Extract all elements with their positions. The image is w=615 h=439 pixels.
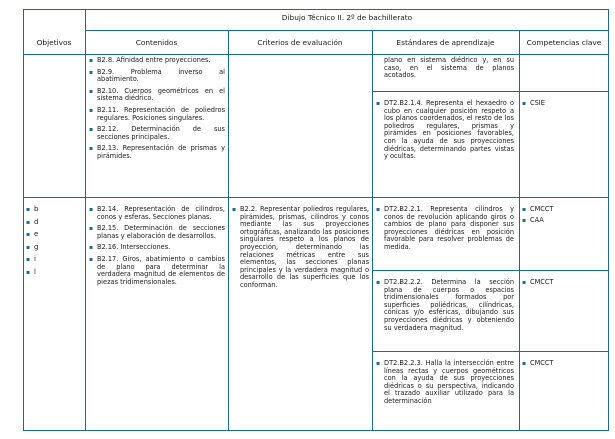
header-criterios: Criterios de evaluación xyxy=(257,38,343,47)
list-item: ▪ B2.10. Cuerpos geométricos en el sistema diédrico. xyxy=(89,88,225,103)
col-divider-3 xyxy=(372,30,373,430)
header-contenidos: Contenidos xyxy=(135,38,178,47)
competencia-item: ▪ CSIE xyxy=(522,100,606,108)
block2-objetivos xyxy=(26,204,82,279)
block1-contenidos xyxy=(89,57,225,165)
list-item: ▪ B2.12. Determinación de sus secciones principales. xyxy=(89,126,225,141)
competencia-item: ▪ CMCCT xyxy=(522,206,606,214)
header-divider xyxy=(23,54,609,55)
block1-estandar-continuation: plano en sistema diédrico y, en su caso, en el sistema de planos acotados. xyxy=(384,56,514,80)
block2-competencias-3 xyxy=(522,360,606,372)
block2-competencias-2 xyxy=(522,279,606,291)
list-item: ▪ B2.9. Problema inverso al abatimiento. xyxy=(89,69,225,84)
table-border-left xyxy=(23,9,24,430)
list-item: ▪ DT2.B2.1.4. Representa el hexaedro o cubo en cualquier posición respeto a los planos coordenados, el resto de los poliedros regulares, prismas y pirámides en posiciones favorables, con la ayuda de sus proyecciones diédricas, determinando partes vistas y ocultas. xyxy=(376,100,514,161)
list-item: ▪ B2.8. Afinidad entre proyecciones. xyxy=(89,57,225,65)
competencia-item: ▪ CAA xyxy=(522,217,606,225)
list-item: ▪ B2.15. Determinación de secciones planas y elaboración de desarrollos. xyxy=(89,225,225,240)
col-divider-2 xyxy=(228,30,229,430)
table-border-top xyxy=(23,9,609,10)
block1-estandar xyxy=(376,100,514,165)
table-border-bottom xyxy=(23,430,609,431)
block2-criterio xyxy=(232,206,369,294)
table-title: Dibujo Técnico II. 2º de bachillerato xyxy=(281,13,413,22)
objetivo-item: ▪ i xyxy=(26,254,82,266)
col-divider-1 xyxy=(85,9,86,430)
table-border-right xyxy=(608,9,609,430)
block2-estandar-2 xyxy=(376,279,514,336)
objetivo-item: ▪ g xyxy=(26,242,82,254)
block2-estandar-3 xyxy=(376,360,514,410)
objetivo-item: ▪ b xyxy=(26,204,82,216)
header-competencias: Competencias clave xyxy=(526,38,602,47)
title-divider xyxy=(85,30,609,31)
block-divider xyxy=(23,197,609,198)
list-item: ▪ B2.11. Representación de poliedros regulares. Posiciones singulares. xyxy=(89,107,225,122)
list-item: ▪ B2.14. Representación de cilindros, conos y esferas. Secciones planas. xyxy=(89,206,225,221)
competencia-item: ▪ CMCCT xyxy=(522,360,606,368)
list-item: ▪ DT2.B2.2.2. Determina la sección plana de cuerpos o espacios tridimensionales formados por superficies poliédricas, cilíndricas, cónicas y/o esféricas, dibujando sus proyecciones diédricas y obteniendo su verdadera magnitud. xyxy=(376,279,514,332)
col-divider-4 xyxy=(519,30,520,430)
objetivo-item: ▪ d xyxy=(26,217,82,229)
objetivo-item: ▪ l xyxy=(26,267,82,279)
header-estandares: Estándares de aprendizaje xyxy=(396,38,495,47)
list-item: ▪ DT2.B2.2.3. Halla la intersección entre líneas rectas y cuerpos geométricos con la ayuda de sus proyecciones diédricas o su perspectiva, indicando el trazado auxiliar utilizado para la determinación xyxy=(376,360,514,406)
list-item: ▪ DT2.B2.2.1. Representa cilindros y conos de revolución aplicando giros o cambios de plano para disponer sus proyecciones diédricas en posición favorable para resolver problemas de medida. xyxy=(376,206,514,252)
header-objetivos: Objetivos xyxy=(36,38,72,47)
block2-estandar-1 xyxy=(376,206,514,256)
block2-divider-2 xyxy=(372,351,609,352)
block2-divider-1 xyxy=(372,270,609,271)
list-item: ▪ B2.17. Giros, abatimiento o cambios de plano para determinar la verdadera magnitud de elementos de piezas tridimensionales. xyxy=(89,256,225,286)
objetivo-item: ▪ e xyxy=(26,229,82,241)
block2-contenidos xyxy=(89,206,225,290)
competencia-item: ▪ CMCCT xyxy=(522,279,606,287)
block2-competencias-1 xyxy=(522,206,606,228)
block1-competencia xyxy=(522,100,606,112)
list-item: ▪ B2.2. Representar poliedros regulares, pirámides, prismas, cilindros y conos mediante las sus proyecciones ortográficas, analizando las posiciones singulares respeto a los planos de proyección, determinando las relaciones métricas entre sus elementos, las secciones planas principales y la verdadera magnitud o desarrollo de las superficies que los conforman. xyxy=(232,206,369,290)
list-item: ▪ B2.13. Representación de prismas y pirámides. xyxy=(89,145,225,160)
list-item: ▪ B2.16. Intersecciones. xyxy=(89,244,225,252)
block1-inner-divider xyxy=(372,91,609,92)
